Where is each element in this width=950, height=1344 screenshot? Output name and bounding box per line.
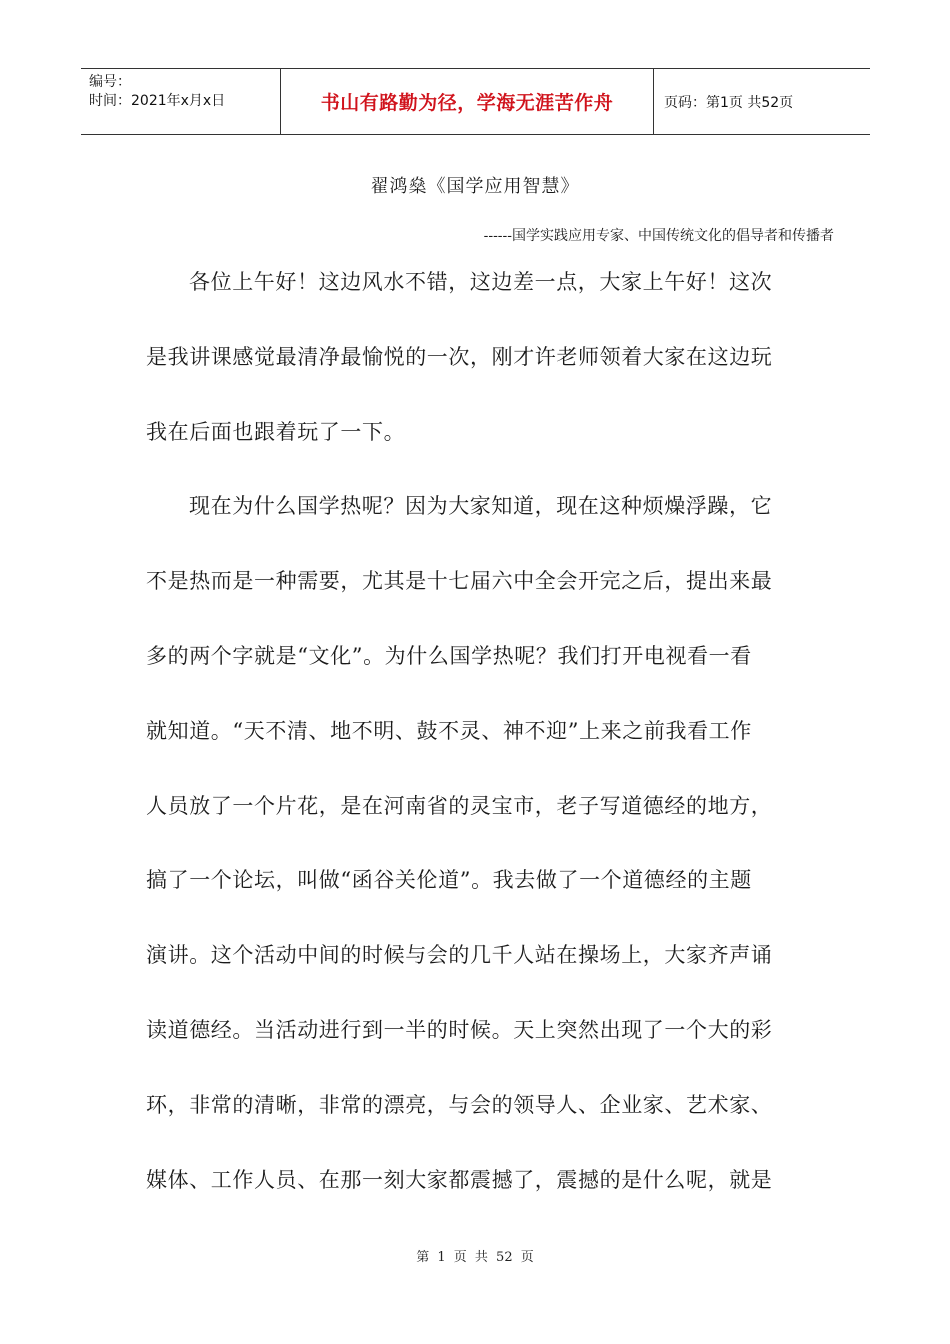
body-line: 不是热而是一种需要，尤其是十七届六中全会开完之后，提出来最 (146, 569, 773, 594)
body-line: 演讲。这个活动中间的时候与会的几千人站在操场上，大家齐声诵 (146, 943, 773, 968)
body-line: 环，非常的清晰，非常的漂亮，与会的领导人、企业家、艺术家、 (146, 1092, 773, 1117)
code-label: 编号： (89, 74, 131, 90)
body-line: 各位上午好！这边风水不错，这边差一点，大家上午好！这次 (189, 270, 773, 294)
body-line: 现在为什么国学热呢？因为大家知道，现在这种烦燥浮躁，它 (189, 494, 773, 519)
body-line: 就知道。“天不清、地不明、鼓不灵、神不迎”上来之前我看工作 (146, 718, 752, 743)
page-footer: 第 1 页 共 52 页 (416, 1250, 534, 1265)
body-line: 人员放了一个片花，是在河南省的灵宝市，老子写道德经的地方， (146, 793, 773, 818)
document-title: 翟鸿燊《国学应用智慧》 (370, 176, 580, 197)
header-meta (81, 69, 281, 134)
header-motto: 书山有路勤为径，学海无涯苦作舟 (281, 69, 654, 134)
body-line: 是我讲课感觉最清净最愉悦的一次，刚才许老师领着大家在这边玩 (146, 344, 773, 369)
date-label: 时间：2021年x月x日 (89, 93, 226, 109)
header-page-info: 页码：第1页 共52页 (664, 94, 794, 111)
document-subtitle: ------国学实践应用专家、中国传统文化的倡导者和传播者 (483, 228, 834, 244)
document-header (81, 68, 870, 135)
body-line: 多的两个字就是“文化”。为什么国学热呢？我们打开电视看一看 (146, 643, 752, 668)
body-line: 我在后面也跟着玩了一下。 (146, 419, 406, 444)
body-line: 媒体、工作人员、在那一刻大家都震撼了，震撼的是什么呢，就是 (146, 1167, 773, 1192)
body-line: 搞了一个论坛，叫做“函谷关伦道”。我去做了一个道德经的主题 (146, 868, 752, 893)
document-body (146, 262, 808, 1234)
body-line: 读道德经。当活动进行到一半的时候。天上突然出现了一个大的彩 (146, 1017, 773, 1042)
